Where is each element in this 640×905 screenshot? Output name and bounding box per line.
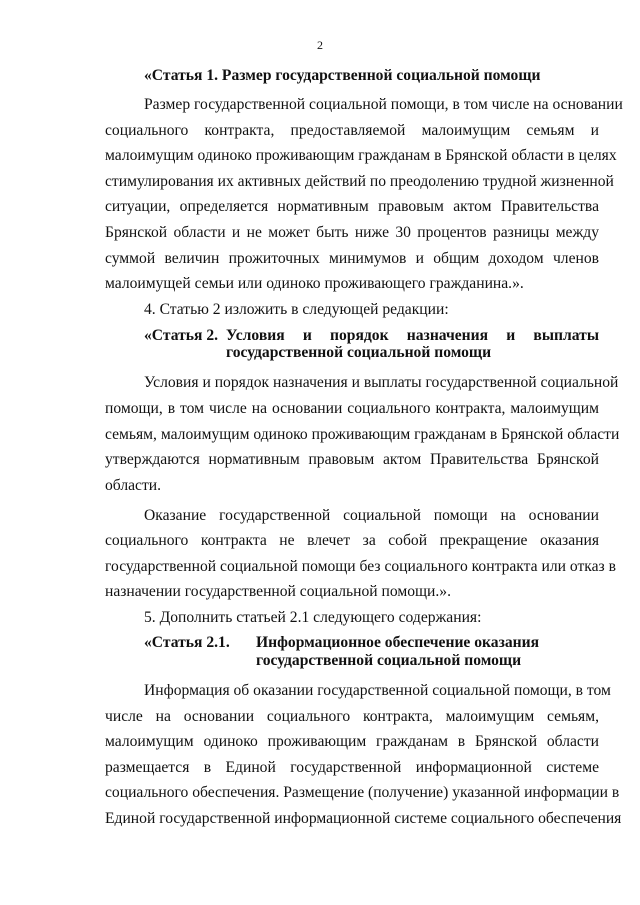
article-2-para-1-line: Условия и порядок назначения и выплаты государственной социальной <box>144 374 619 391</box>
article-2-1-line: размещается в Единой государственной информационной системе <box>105 759 599 776</box>
article-1-line: Размер государственной социальной помощи, в том числе на основании <box>144 96 623 113</box>
article-1-line: социального контракта, предоставляемой малоимущим семьям и <box>105 122 599 139</box>
article-2-para-2-line: Оказание государственной социальной помощи на основании <box>144 507 599 524</box>
article-2-1-line: числе на основании социального контракта, малоимущим семьям, <box>105 708 599 725</box>
article-1-line: малоимущей семьи или одиноко проживающего гражданина.». <box>105 275 524 292</box>
article-2-title-line-2: государственной социальной помощи <box>226 344 492 361</box>
page-number: 2 <box>317 38 323 52</box>
article-2-1-label: «Статья 2.1. <box>144 634 230 651</box>
article-1-line: малоимущим одиноко проживающим гражданам в Брянской области в целях <box>105 147 617 164</box>
item-4: 4. Статью 2 изложить в следующей редакции: <box>144 301 449 318</box>
article-1-line: суммой величин прожиточных минимумов и общим доходом членов <box>105 250 599 267</box>
article-2-para-2-line: социального контракта не влечет за собой прекращение оказания <box>105 532 599 549</box>
article-2-1-title-line-2: государственной социальной помощи <box>256 652 522 669</box>
article-2-para-1-line: области. <box>105 477 162 494</box>
article-2-1-line: Информация об оказании государственной социальной помощи, в том <box>144 682 611 699</box>
article-2-1-line: Единой государственной информационной системе социального обеспечения <box>105 810 622 827</box>
item-5: 5. Дополнить статьей 2.1 следующего содержания: <box>144 609 482 626</box>
article-1-line: стимулирования их активных действий по преодолению трудной жизненной <box>105 173 614 190</box>
article-2-1-line: малоимущим одиноко проживающим гражданам в Брянской области <box>105 733 599 750</box>
article-2-label: «Статья 2. <box>144 327 219 344</box>
article-2-para-1-line: утверждаются нормативным правовым актом Правительства Брянской <box>105 451 599 468</box>
article-2-1-title-line-1: Информационное обеспечение оказания <box>256 634 540 651</box>
article-2-para-2-line: назначении государственной социальной помощи.». <box>105 583 452 600</box>
article-2-para-1-line: семьям, малоимущим одиноко проживающим гражданам в Брянской области <box>105 426 620 443</box>
article-2-1-line: социального обеспечения. Размещение (получение) указанной информации в <box>105 784 620 801</box>
article-2-title-line-1: Условия и порядок назначения и выплаты <box>226 327 599 344</box>
article-1-line: ситуации, определяется нормативным правовым актом Правительства <box>105 198 599 215</box>
article-1-line: Брянской области и не может быть ниже 30 процентов разницы между <box>105 224 599 241</box>
article-2-para-1-line: помощи, в том числе на основании социального контракта, малоимущим <box>105 400 599 417</box>
article-1-heading: «Статья 1. Размер государственной социальной помощи <box>144 67 541 84</box>
article-2-para-2-line: государственной социальной помощи без социального контракта или отказ в <box>105 558 616 575</box>
